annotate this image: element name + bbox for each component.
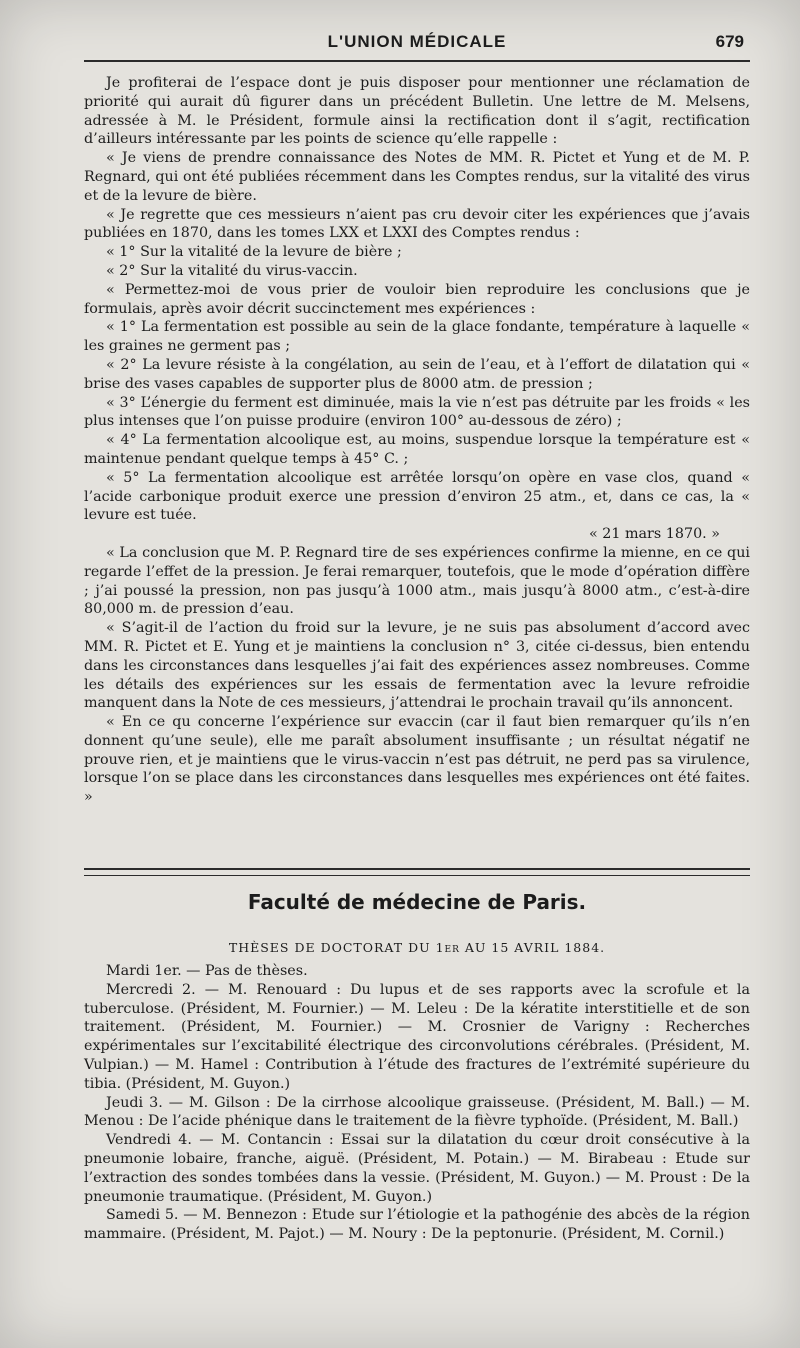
- letter-paragraph: « 2° Sur la vitalité du virus-vaccin.: [106, 262, 358, 279]
- letter-paragraph: « Permettez-moi de vous prier de vouloir bien reproduire les conclusions que je formulais, après avoir décrit succinctement mes expériences :: [84, 281, 750, 317]
- section-divider: [84, 868, 750, 876]
- letter-date: « 21 mars 1870. »: [588, 526, 720, 543]
- conclusion-item: « 1° La fermentation est possible au sein de la glace fondante, température à laquelle « les graines ne germent pas ;: [84, 319, 750, 355]
- conclusion-item: « 3° L’énergie du ferment est diminuée, mais la vie n’est pas détruite par les froids « les plus intenses que l’on puisse produire (environ 100° au-dessous de zéro) ;: [84, 394, 750, 430]
- conclusion-item: « 2° La levure résiste à la congélation, au sein de l’eau, et à l’effort de dilatation qui « brise des vases capables de supporter plus de 8000 atm. de pression ;: [84, 356, 750, 392]
- thesis-day-entry: Mardi 1er. — Pas de thèses.: [106, 963, 308, 979]
- section-subtitle: THÈSES DE DOCTORAT DU 1er AU 15 AVRIL 1884.: [228, 940, 606, 955]
- page-header: [84, 20, 750, 62]
- letter-paragraph: « 1° Sur la vitalité de la levure de bière ;: [106, 244, 402, 261]
- conclusion-item: « 4° La fermentation alcoolique est, au moins, suspendue lorsque la température est « maintenue pendant quelque temps à 45° C. ;: [84, 432, 750, 467]
- thesis-day-entry: Vendredi 4. — M. Contancin : Essai sur la dilatation du cœur droit consécutive à la pneumonie lobaire, franche, aiguë. (Président, M. Potain.) — M. Birabeau : Etude sur l’extraction des sondes tombées dans la vessie. (Président, M. Guyon.) — M. Proust : De la pneumonie traumatique. (Président, M. Guyon.): [84, 1132, 750, 1205]
- section-title: Faculté de médecine de Paris.: [247, 890, 587, 914]
- theses-list: [84, 962, 750, 1244]
- letter-paragraph: « En ce qu concerne l’expérience sur evaccin (car il faut bien remarquer qu’ils n’en donnent qu’une seule), elle me paraît absolument insuffisante ; un résultat négatif ne prouve rien, et je maintiens que le virus-vaccin n’est pas détruit, ne perd pas sa virulence, lorsque l’on se place dans les circonstances dans lesquelles mes expériences ont été faites. »: [84, 714, 750, 806]
- letter-paragraph: « La conclusion que M. P. Regnard tire de ses expériences confirme la mienne, en ce qui regarde l’effet de la pression. Je ferai remarquer, toutefois, que le mode d’opération diffère ; j’ai poussé la pression, non pas jusqu’à 1000 atm., mais jusqu’à 8000 atm., c’est-à-dire 80,000 m. de pression d’eau.: [84, 544, 750, 618]
- thesis-day-entry: Samedi 5. — M. Bennezon : Etude sur l’étiologie et la pathogénie des abcès de la région mammaire. (Président, M. Pajot.) — M. Noury : De la peptonurie. (Président, M. Cornil.): [84, 1207, 750, 1243]
- letter-paragraph: Je profiterai de l’espace dont je puis disposer pour mentionner une réclamation de priorité qui aurait dû figurer dans un précédent Bulletin. Une lettre de M. Melsens, adressée à M. le Président, formule ainsi la rectification dont il s’agit, rectification d’ailleurs intéressante par les points de science qu’elle rappelle :: [84, 75, 750, 148]
- page-number: 679: [715, 32, 744, 51]
- thesis-day-entry: Mercredi 2. — M. Renouard : Du lupus et de ses rapports avec la scrofule et la tuberculose. (Président, M. Fournier.) — M. Leleu : De la kératite interstitielle et de son traitement. (Président, M. Fournier.) — M. Crosnier de Varigny : Recherches expérimentales sur l’excitabilité électrique des circonvolutions cérébrales. (Président, M. Vulpian.) — M. Hamel : Contribution à l’étude des fractures de l’extrémité supérieure du tibia. (Président, M. Guyon.): [84, 981, 750, 1092]
- conclusion-item: « 5° La fermentation alcoolique est arrêtée lorsqu’on opère en vase clos, quand « l’acide carbonique produit exerce une pression d’environ 25 atm., et, dans ce cas, la « levure est tuée.: [84, 469, 750, 524]
- letter-paragraph: « Je regrette que ces messieurs n’aient pas cru devoir citer les expériences que j’avais publiées en 1870, dans les tomes LXX et LXXI des Comptes rendus :: [84, 206, 750, 242]
- thesis-day-entry: Jeudi 3. — M. Gilson : De la cirrhose alcoolique graisseuse. (Président, M. Ball.) — M. Menou : De l’acide phénique dans le traitement de la fièvre typhoïde. (Président, M. Ball.): [84, 1094, 750, 1130]
- letter-paragraph: « Je viens de prendre connaissance des Notes de MM. R. Pictet et Yung et de M. P. Regnard, qui ont été publiées récemment dans les Comptes rendus, sur la vitalité des virus et de la levure de bière.: [84, 150, 750, 204]
- running-title: L'UNION MÉDICALE: [327, 32, 507, 51]
- letter-paragraph: « S’agit-il de l’action du froid sur la levure, je ne suis pas absolument d’accord avec MM. R. Pictet et E. Yung et je maintiens la conclusion n° 3, citée ci-dessus, bien entendu dans les circonstances dans lesquelles j’ai fait des expériences assez nombreuses. Comme les détails des expériences sur les essais de fermentation avec la levure refroidie manquent dans la Note de ces messieurs, j’attendrai le prochain travail qu’ils annoncent.: [84, 620, 750, 712]
- letter-body: [84, 74, 750, 807]
